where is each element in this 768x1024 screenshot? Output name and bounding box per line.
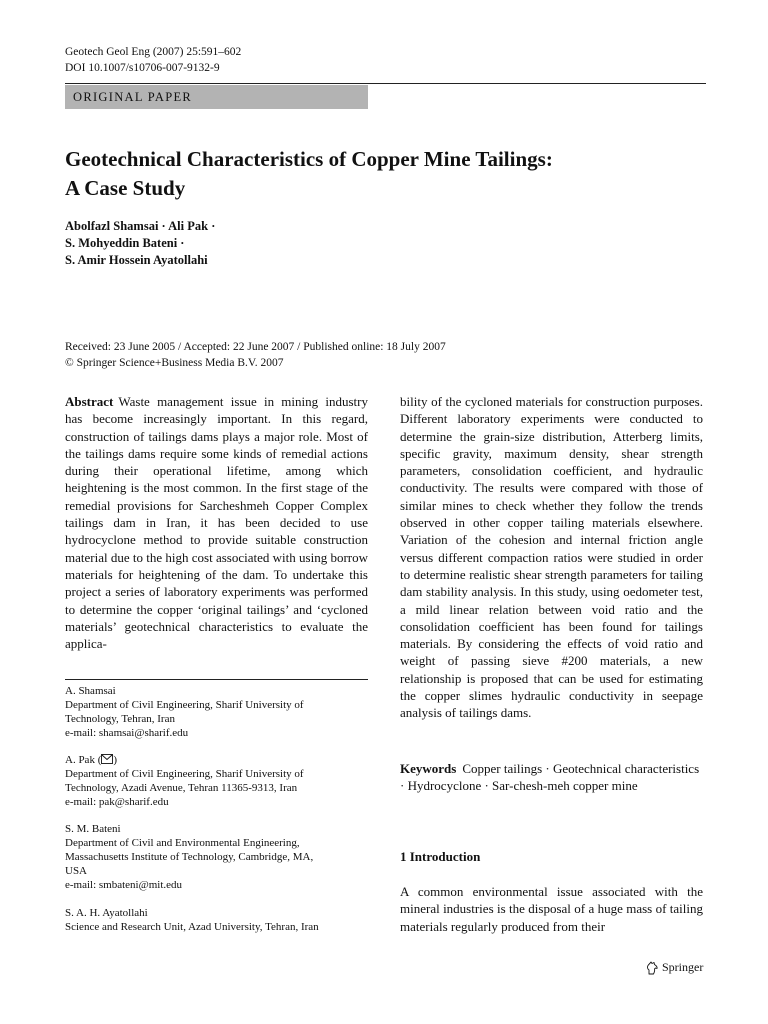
affiliation-line: USA <box>65 865 88 877</box>
keywords-text: Copper tailings · Geotechnical characteristics · Hydrocyclone · Sar-chesh-meh copper mine <box>400 761 700 794</box>
doi: DOI 10.1007/s10706-007-9132-9 <box>65 62 220 74</box>
affiliation-name: A. Pak ( <box>65 754 102 766</box>
affiliation-rule <box>65 679 368 680</box>
dates-line: Received: 23 June 2005 / Accepted: 22 June 2007 / Published online: 18 July 2007 <box>65 341 446 353</box>
abstract-label: Abstract <box>65 394 114 409</box>
affiliation-line: Technology, Azadi Avenue, Tehran 11365-9313, Iran <box>65 782 298 794</box>
affiliation-ayatollahi <box>65 906 368 934</box>
affiliation-email[interactable]: e-mail: smbateni@mit.edu <box>65 879 183 891</box>
abstract-left-column <box>65 393 368 652</box>
author-list <box>65 218 215 269</box>
article-title <box>65 145 705 203</box>
affiliation-line: Department of Civil and Environmental Engineering, <box>65 837 300 849</box>
introduction-text: A common environmental issue associated with the mineral industries is the disposal of a huge mass of tailing materials regularly produced from their <box>400 884 703 934</box>
affiliation-name-suffix: ) <box>113 754 118 766</box>
affiliation-shamsai <box>65 684 368 740</box>
introduction-heading: 1 Introduction <box>400 849 481 864</box>
copyright-line: © Springer Science+Business Media B.V. 2007 <box>65 357 284 369</box>
abstract-right-column <box>400 393 703 722</box>
header-rule <box>65 83 706 84</box>
affiliation-line: Science and Research Unit, Azad University, Tehran, Iran <box>65 921 319 933</box>
keywords-block <box>400 760 700 795</box>
title-line-1: Geotechnical Characteristics of Copper Mine Tailings: <box>65 147 553 171</box>
publisher-name: Springer <box>662 960 704 974</box>
affiliation-name-row <box>65 753 368 767</box>
affiliation-bateni <box>65 822 368 892</box>
keywords-label: Keywords <box>400 761 457 776</box>
affiliation-name: A. Shamsai <box>65 685 116 697</box>
publication-history <box>65 339 446 371</box>
springer-horse-icon <box>646 961 659 975</box>
affiliation-name: S. A. H. Ayatollahi <box>65 907 148 919</box>
abstract-text-left: Waste management issue in mining industry has become increasingly important. In this regard, construction of tailings dams plays a major role. Most of the tailings dams require some kinds of remedial actions during their operational lifetime, among which heightening is the most common. In the first stage of the remedial provisions for Sarcheshmeh Copper Complex tailings dam in Iran, it has been decided to use hydrocyclone method to provide suitable construction material due to the high cost associated with using borrow materials for heightening of the dam. To undertake this project a series of laboratory experiments was performed to determine the copper ‘original tailings’ and ‘cycloned materials’ geotechnical characteristics to evaluate the applica- <box>65 394 368 652</box>
affiliation-line: Massachusetts Institute of Technology, Cambridge, MA, <box>65 851 314 863</box>
affiliation-line: Technology, Tehran, Iran <box>65 713 175 725</box>
affiliation-name: S. M. Bateni <box>65 823 121 835</box>
author-line-2: S. Mohyeddin Bateni · <box>65 236 185 250</box>
affiliation-line: Department of Civil Engineering, Sharif University of <box>65 768 304 780</box>
abstract-text-right: bility of the cycloned materials for construction purposes. Different laboratory experiments were conducted to determine the grain-size distribution, Atterberg limits, specific gravity, maximum density, shear strength parameters, consolidation coefficient, and hydraulic conductivity. The results were compared with those of similar mines to check whether they follow the trends observed in other copper tailing materials elsewhere. Variation of the cohesion and internal friction angle versus different compaction ratios were studied in order to determine realistic shear strength parameters for tailing dam stability analysis. In this study, using oedometer test, a mild linear relation between void ratio and the consolidation coefficient has been found for tailings materials. By considering the effects of void ratio and weight of passing sieve #200 materials, a new relationship is proposed that can be used for estimating the copper slimes hydraulic conductivity in seepage analysis of tailings dams. <box>400 394 703 721</box>
affiliation-line: Department of Civil Engineering, Sharif University of <box>65 699 304 711</box>
section-label: ORIGINAL PAPER <box>65 85 368 109</box>
affiliation-email[interactable]: e-mail: shamsai@sharif.edu <box>65 727 189 739</box>
affiliation-email[interactable]: e-mail: pak@sharif.edu <box>65 796 169 808</box>
title-line-2: A Case Study <box>65 176 186 200</box>
journal-header <box>65 44 241 76</box>
author-line-3: S. Amir Hossein Ayatollahi <box>65 253 208 267</box>
publisher-logo <box>646 960 703 975</box>
journal-citation: Geotech Geol Eng (2007) 25:591–602 <box>65 46 242 58</box>
author-line-1: Abolfazl Shamsai · Ali Pak · <box>65 219 216 233</box>
affiliation-pak <box>65 753 368 809</box>
envelope-icon[interactable] <box>101 754 113 766</box>
